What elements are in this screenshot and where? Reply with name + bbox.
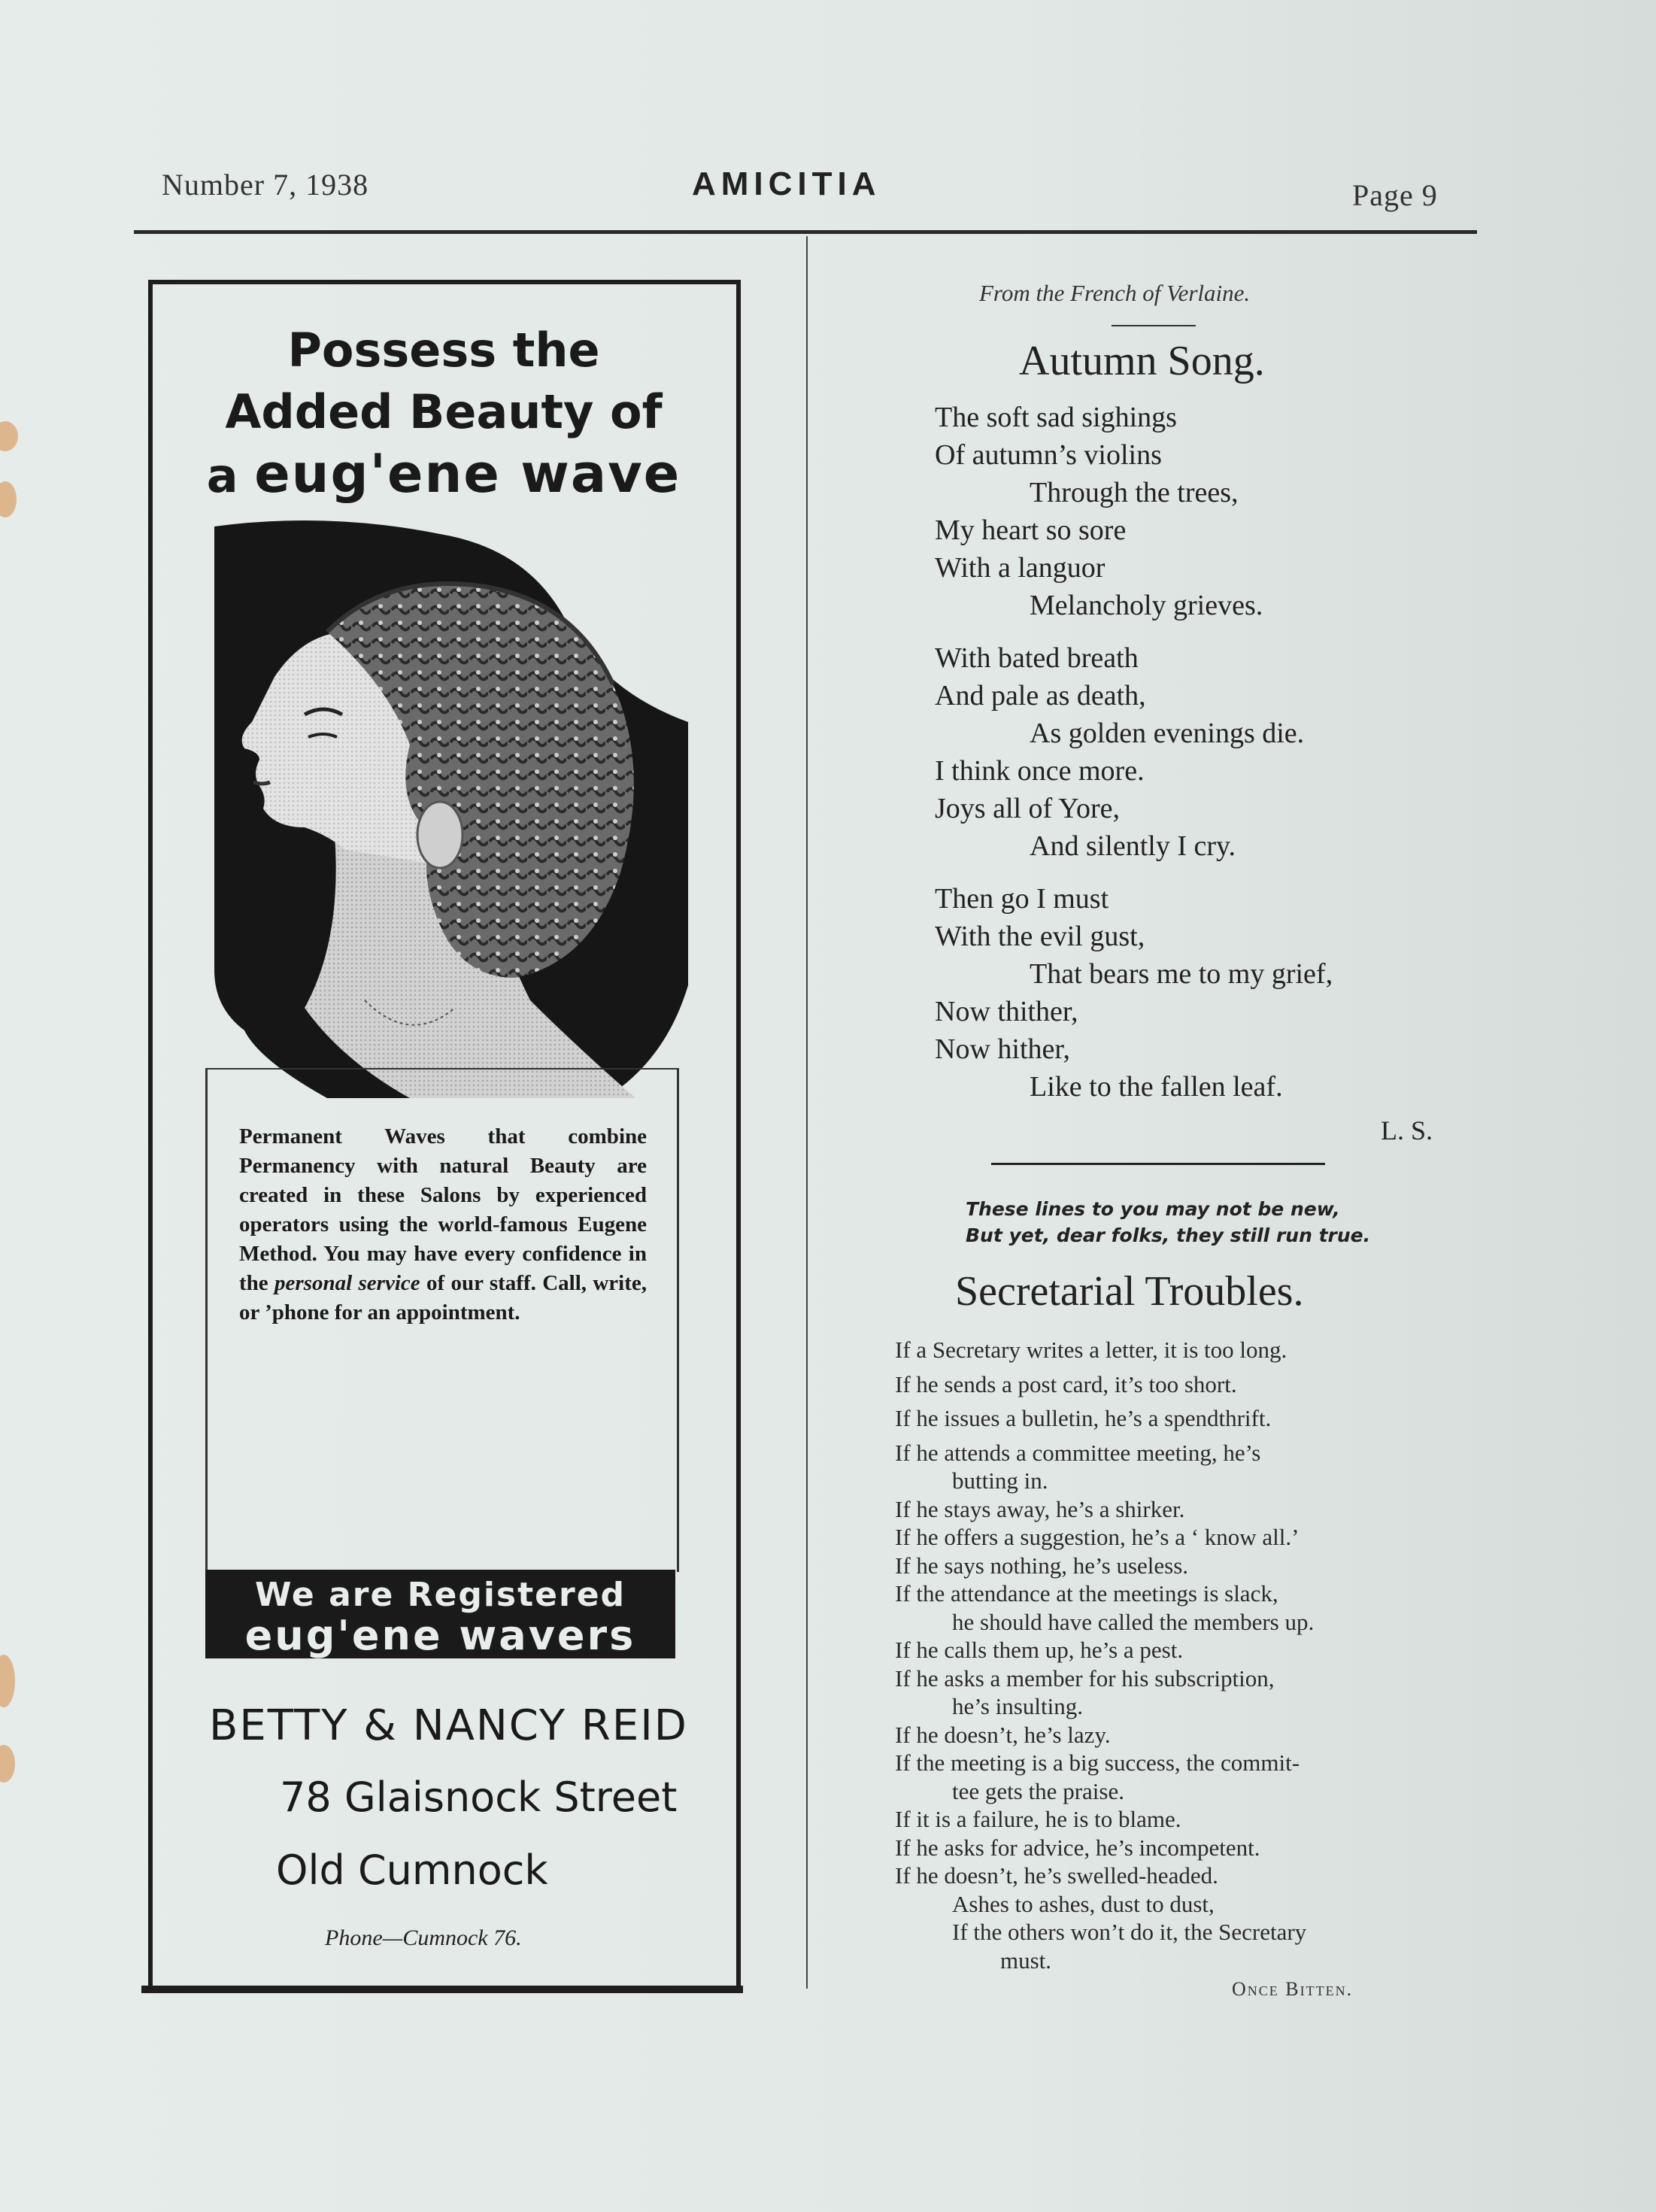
article-line: If he doesn’t, he’s lazy. (895, 1721, 1111, 1748)
poem-line: That bears me to my grief, (1030, 958, 1333, 990)
article-line: If he asks a member for his subscription, (895, 1664, 1275, 1692)
registered-banner (205, 1570, 675, 1658)
salon-street: 78 Glaisnock Street (280, 1774, 678, 1821)
epigraph-line-1: These lines to you may not be new, (966, 1198, 1340, 1220)
article-line: Ashes to ashes, dust to dust, (952, 1890, 1215, 1917)
article-line: If it is a failure, he is to blame. (895, 1806, 1181, 1832)
article-line: If the others won’t do it, the Secretary (952, 1919, 1307, 1945)
poem-line: Joys all of Yore, (935, 793, 1120, 824)
poem-source-rule (1112, 325, 1196, 326)
advert-copy-emphasis: personal service (274, 1271, 420, 1295)
epigraph (966, 1196, 1370, 1249)
advert-copy (239, 1122, 647, 1328)
salon-name: BETTY & NANCY REID (209, 1701, 688, 1750)
poem-line: With a languor (935, 552, 1106, 584)
article-line: butting in. (952, 1467, 1048, 1494)
article-line: must. (1000, 1946, 1052, 1974)
poem-line: And silently I cry. (1030, 830, 1236, 862)
poem-line: As golden evenings die. (1030, 718, 1305, 749)
advert-headline (165, 320, 722, 507)
issue-number: Number 7, 1938 (162, 168, 369, 202)
advert-headline-line-3 (165, 443, 722, 507)
poem-line: Melancholy grieves. (1030, 590, 1263, 621)
advert-brand: eug'ene wave (254, 443, 681, 505)
poem-line: The soft sad sighings (935, 402, 1177, 433)
article-line: If he stays away, he’s a shirker. (895, 1495, 1185, 1522)
advert-headline-line-1: Possess the (287, 323, 600, 378)
poem-title: Autumn Song. (1019, 338, 1265, 384)
poem-line: I think once more. (935, 755, 1145, 787)
advert-headline-line-2: Added Beauty of (225, 384, 663, 439)
advert-headline-article: a (206, 448, 238, 503)
article-line: tee gets the praise. (952, 1777, 1124, 1804)
article-line: If the meeting is a big success, the commit- (895, 1749, 1300, 1776)
poem-line: Now thither, (935, 996, 1078, 1027)
poem-stanza (935, 880, 1333, 1106)
salon-phone: Phone—Cumnock 76. (325, 1925, 522, 1950)
poem-line: Then go I must (935, 883, 1109, 915)
poem-line: And pale as death, (935, 680, 1146, 712)
advert-copy-part-1: Permanent Waves that combine Permanency with natural Beauty are created in these Salons by experienced operators using the world-famous Eugene Method. You may have every confidence in the (239, 1124, 647, 1295)
article-body (895, 1336, 1436, 1974)
article-line: If he offers a suggestion, he’s a ‘ know all.’ (895, 1524, 1300, 1550)
article-line: If he calls them up, he’s a pest. (895, 1637, 1184, 1663)
poem-line: Like to the fallen leaf. (1030, 1071, 1283, 1103)
article-line: If a Secretary writes a letter, it is too long. (895, 1337, 1287, 1363)
advert-frame-base (141, 1986, 743, 1993)
article-line: If he attends a committee meeting, he’s (895, 1439, 1261, 1466)
poem-stanza (935, 399, 1333, 624)
poem-source: From the French of Verlaine. (979, 280, 1251, 306)
poem-line: Through the trees, (1030, 477, 1239, 508)
poem-line: Of autumn’s violins (935, 439, 1162, 471)
column-divider (806, 236, 808, 1989)
poem-signature: L. S. (1381, 1115, 1433, 1145)
poem-line: Now hither, (935, 1033, 1070, 1065)
article-line: he’s insulting. (952, 1693, 1083, 1719)
article-line: If he doesn’t, he’s swelled-headed. (895, 1862, 1218, 1889)
article-line: If he says nothing, he’s useless. (895, 1552, 1189, 1579)
article-line: If he issues a bulletin, he’s a spendthrift. (895, 1405, 1272, 1431)
poem-body (935, 399, 1333, 1121)
magazine-title: AMICITIA (692, 165, 881, 202)
salon-town: Old Cumnock (276, 1846, 548, 1894)
article-title: Secretarial Troubles. (955, 1268, 1304, 1315)
registered-line-2: eug'ene wavers (244, 1612, 636, 1659)
article-line: he should have called the members up. (952, 1608, 1315, 1635)
poem-line: With the evil gust, (935, 921, 1145, 952)
article-signature: Once Bitten. (1232, 1978, 1354, 2000)
epigraph-line-2: But yet, dear folks, they still run true. (966, 1224, 1371, 1246)
advert-copy-part-2: of our staff. Call, write, or ’phone for an appointment. (239, 1271, 648, 1324)
article-line: If the attendance at the meetings is slack, (895, 1580, 1278, 1607)
section-rule (991, 1163, 1325, 1165)
header-rule (134, 230, 1477, 234)
article-line: If he asks for advice, he’s incompetent. (895, 1834, 1260, 1861)
woman-profile-illustration (214, 519, 688, 1098)
article-line: If he sends a post card, it’s too short. (895, 1370, 1237, 1397)
registered-line-1: We are Registered (254, 1576, 626, 1614)
page-number: Page 9 (1352, 178, 1438, 212)
poem-line: My heart so sore (935, 514, 1127, 546)
poem-stanza (935, 639, 1333, 865)
poem-line: With bated breath (935, 642, 1139, 674)
